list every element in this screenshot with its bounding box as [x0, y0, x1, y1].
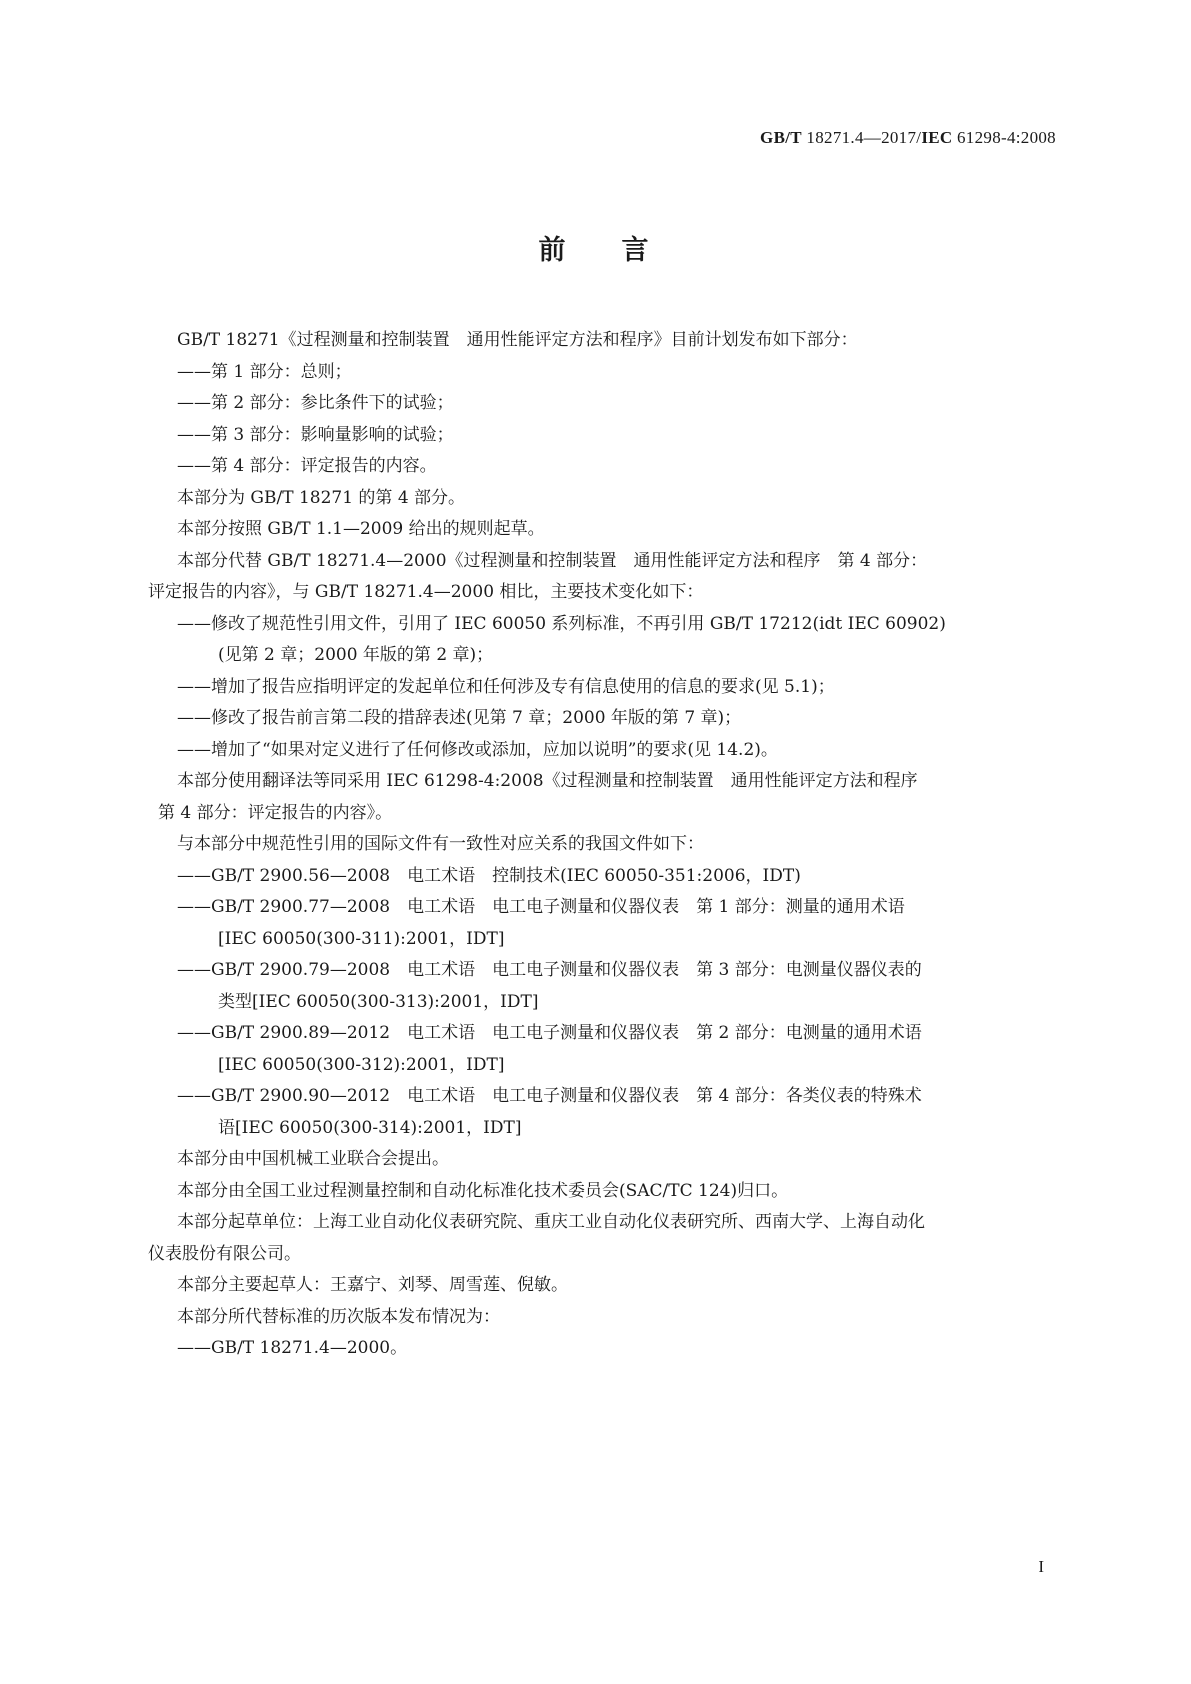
list-item-continuation: [IEC 60050(300-311):2001，IDT] [218, 928, 505, 949]
list-item: ——增加了报告应指明评定的发起单位和任何涉及专有信息使用的信息的要求(见 5.1)； [177, 676, 835, 697]
header-code-mid: 18271.4—2017/ [801, 128, 922, 147]
list-item-continuation: [IEC 60050(300-312):2001，IDT] [218, 1054, 505, 1075]
list-item: ——GB/T 2900.90—2012 电工术语 电工电子测量和仪器仪表 第 4 部分：各类仪表的特殊术 [177, 1086, 922, 1106]
paragraph-line: 评定报告的内容》，与 GB/T 18271.4—2000 相比，主要技术变化如下： [148, 582, 704, 602]
header-code-iec: IEC [921, 128, 953, 147]
list-item: ——GB/T 2900.56—2008 电工术语 控制技术(IEC 60050-351:2006，IDT) [177, 865, 801, 886]
list-item-continuation: (见第 2 章；2000 年版的第 2 章)； [218, 645, 494, 665]
page-title [0, 228, 1191, 267]
paragraph-line: 本部分为 GB/T 18271 的第 4 部分。 [177, 487, 466, 508]
foreword-body [148, 325, 1058, 1365]
paragraph-line: 本部分由全国工业过程测量控制和自动化标准化技术委员会(SAC/TC 124)归口。 [177, 1180, 789, 1201]
list-item: ——GB/T 18271.4—2000。 [177, 1338, 408, 1358]
list-item-continuation: 类型[IEC 60050(300-313):2001，IDT] [218, 991, 539, 1012]
paragraph-line: 本部分使用翻译法等同采用 IEC 61298-4:2008《过程测量和控制装置 通用性能评定方法和程序 [177, 771, 918, 791]
paragraph-line: 仪表股份有限公司。 [148, 1243, 301, 1264]
paragraph-line: 本部分主要起草人：王嘉宁、刘琴、周雪莲、倪敏。 [177, 1275, 568, 1295]
list-item: ——第 2 部分：参比条件下的试验； [177, 393, 454, 413]
paragraph-line: 本部分所代替标准的历次版本发布情况为： [177, 1306, 500, 1327]
paragraph-line: 本部分代替 GB/T 18271.4—2000《过程测量和控制装置 通用性能评定方法和程序 第 4 部分： [177, 550, 928, 571]
paragraph-line: 本部分起草单位：上海工业自动化仪表研究院、重庆工业自动化仪表研究所、西南大学、上海自动化 [177, 1212, 925, 1232]
list-item-continuation: 语[IEC 60050(300-314):2001，IDT] [218, 1117, 522, 1138]
page-number: I [1038, 1557, 1044, 1576]
header-code-suffix: 61298-4:2008 [952, 128, 1056, 147]
title-part-1: 前 [538, 235, 570, 266]
list-item: ——GB/T 2900.79—2008 电工术语 电工电子测量和仪器仪表 第 3 部分：电测量仪器仪表的 [177, 960, 922, 980]
paragraph-line: 本部分按照 GB/T 1.1—2009 给出的规则起草。 [177, 519, 545, 539]
title-part-2: 言 [621, 235, 653, 266]
list-item: ——第 4 部分：评定报告的内容。 [177, 456, 437, 476]
list-item: ——GB/T 2900.89—2012 电工术语 电工电子测量和仪器仪表 第 2 部分：电测量的通用术语 [177, 1023, 922, 1043]
paragraph-line: 本部分由中国机械工业联合会提出。 [177, 1149, 449, 1169]
list-item: ——第 1 部分：总则； [177, 361, 352, 382]
list-item: ——GB/T 2900.77—2008 电工术语 电工电子测量和仪器仪表 第 1 部分：测量的通用术语 [177, 897, 905, 917]
paragraph-line: GB/T 18271《过程测量和控制装置 通用性能评定方法和程序》目前计划发布如下部分： [177, 330, 858, 350]
standard-code-header [760, 128, 1056, 148]
header-code-prefix: GB/T [760, 128, 802, 147]
paragraph-line: 与本部分中规范性引用的国际文件有一致性对应关系的我国文件如下： [177, 834, 704, 854]
paragraph-line: 第 4 部分：评定报告的内容》。 [158, 802, 393, 823]
list-item: ——修改了规范性引用文件，引用了 IEC 60050 系列标准，不再引用 GB/T 17212(idt IEC 60902) [177, 613, 946, 634]
list-item: ——修改了报告前言第二段的措辞表述(见第 7 章；2000 年版的第 7 章)； [177, 708, 742, 728]
list-item: ——增加了“如果对定义进行了任何修改或添加，应加以说明”的要求(见 14.2)。 [177, 739, 778, 760]
list-item: ——第 3 部分：影响量影响的试验； [177, 424, 454, 445]
